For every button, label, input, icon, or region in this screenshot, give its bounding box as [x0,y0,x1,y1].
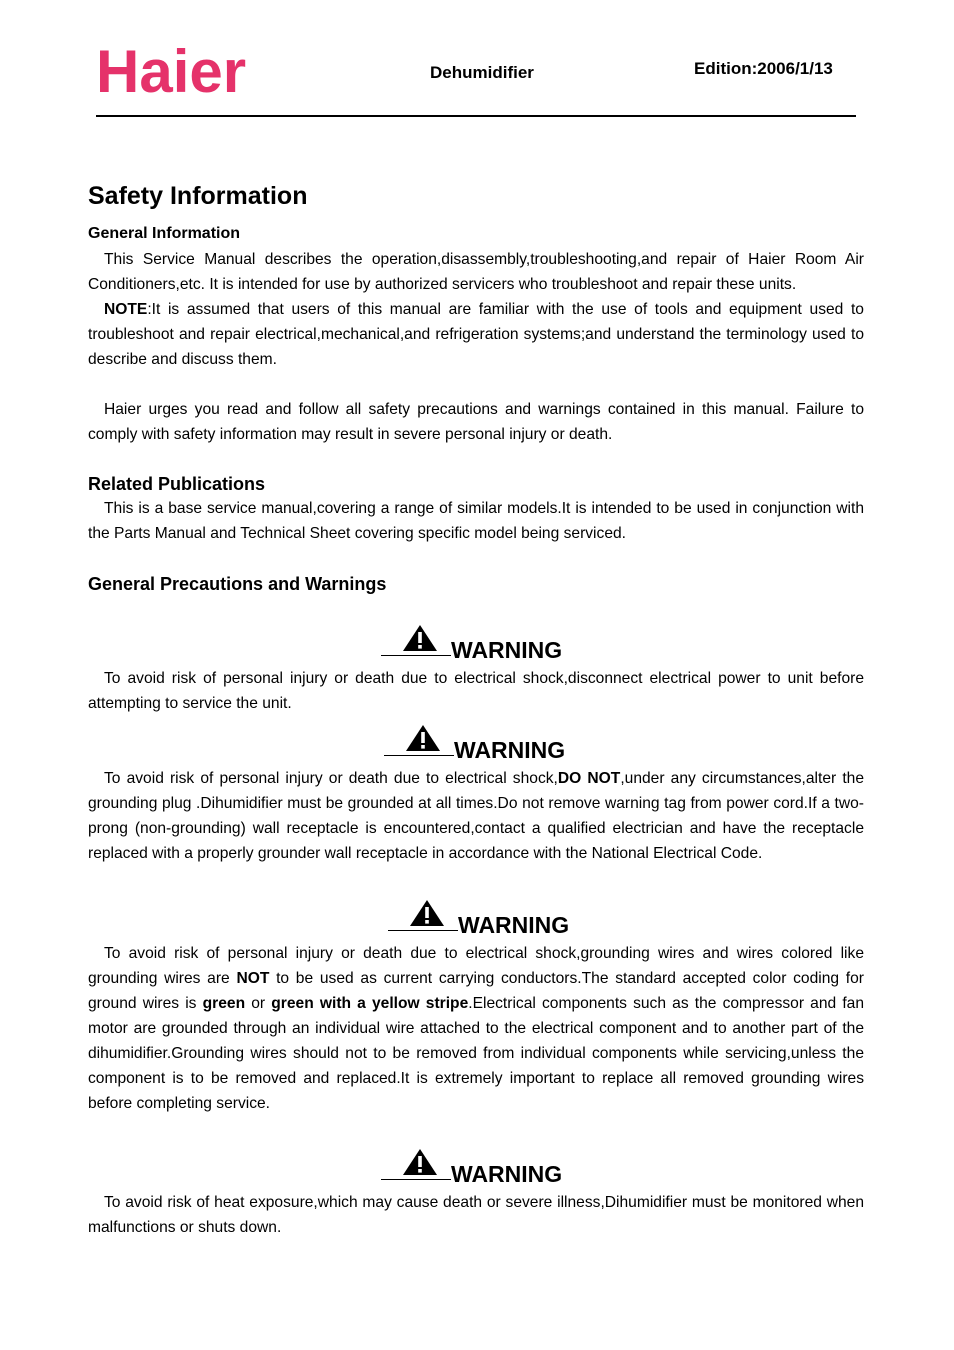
warning-label: WARNING [458,912,570,938]
warning-text-4: To avoid risk of heat exposure,which may cause death or severe illness,Dihumidifier must be monitored when malfunctions or shuts down. [88,1194,864,1236]
general-information-heading: General Information [88,225,241,242]
logo-text: Haier [96,40,247,98]
warning-3-part-c: to be used as current carrying conductors.The standard accepted color coding for ground wires is [88,970,864,1012]
warning-label: WARNING [454,737,566,763]
do-not-emphasis: DO NOT [557,770,621,787]
not-emphasis: NOT [236,970,270,987]
green-yellow-stripe-emphasis: green with a yellow stripe [271,995,469,1012]
precautions-heading: General Precautions and Warnings [88,574,387,594]
warning-heading-1 [381,620,563,663]
edition-date: Edition:2006/1/13 [694,59,833,78]
warning-2-part-a: To avoid risk of personal injury or death due to electrical shock, [104,770,558,787]
warning-text-1: To avoid risk of personal injury or death due to electrical shock,disconnect electrical power to unit before attempting to service the unit. [88,670,864,712]
green-emphasis: green [202,995,246,1012]
warning-heading-2 [384,720,566,763]
warning-triangle-icon [404,723,442,753]
safety-urge-paragraph: Haier urges you read and follow all safety precautions and warnings contained in this manual. Failure to comply with safety information may result in severe personal injury or death. [88,401,864,443]
related-publications-text: This is a base service manual,covering a range of similar models.It is intended to be used in conjunction with the Parts Manual and Technical Sheet covering specific model being serviced. [88,500,864,542]
warning-heading-4 [381,1144,563,1187]
warning-2-part-c: ,under any circumstances,alter the grounding plug .Dihumidifier must be grounded at all times.Do not remove warning tag from power cord.If a two-prong (non-grounding) wall receptacle is encountered,contact a qualified electrician and have the receptacle replaced with a properly grounder wall receptacle in accordance with the National Electrical Code. [88,770,865,862]
warning-text-3 [88,941,864,1116]
note-label: NOTE [104,301,148,318]
warning-triangle-icon [401,1147,439,1177]
warning-label: WARNING [451,637,563,663]
haier-logo [96,40,266,98]
warning-triangle-icon [408,898,446,928]
related-publications-heading: Related Publications [88,474,266,494]
note-paragraph [88,297,864,372]
header-divider [96,115,856,117]
page-title: Safety Information [88,182,308,210]
warning-text-2 [88,766,864,866]
warning-3-part-g: .Electrical components such as the compressor and fan motor are grounded through an individual wire attached to the electrical component and to another part of the dihumidifier.Grounding wires should not to be removed from individual components while servicing,unless the component is to be removed and replaced.It is extremely important to replace all removed grounding wires before completing service. [88,995,865,1112]
warning-3-part-a: To avoid risk of personal injury or death due to electrical shock,grounding wires and wires colored like grounding wires are [88,945,864,987]
general-information-text: This Service Manual describes the operation,disassembly,troubleshooting,and repair of Haier Room Air Conditioners,etc. It is intended for use by authorized servicers who troubleshoot and repair these units. [88,251,864,293]
document-type: Dehumidifier [430,63,534,82]
warning-3-part-e: or [245,995,272,1012]
note-text: :It is assumed that users of this manual are familiar with the use of tools and equipment used to troubleshoot and repair electrical,mechanical,and refrigeration systems;and understand the terminology used to describe and discuss them. [88,301,864,368]
warning-triangle-icon [401,623,439,653]
warning-heading-3 [388,895,570,938]
warning-underline [381,633,451,656]
warning-underline [381,1157,451,1180]
warning-label: WARNING [451,1161,563,1187]
warning-underline [388,908,458,931]
warning-underline [384,733,454,756]
